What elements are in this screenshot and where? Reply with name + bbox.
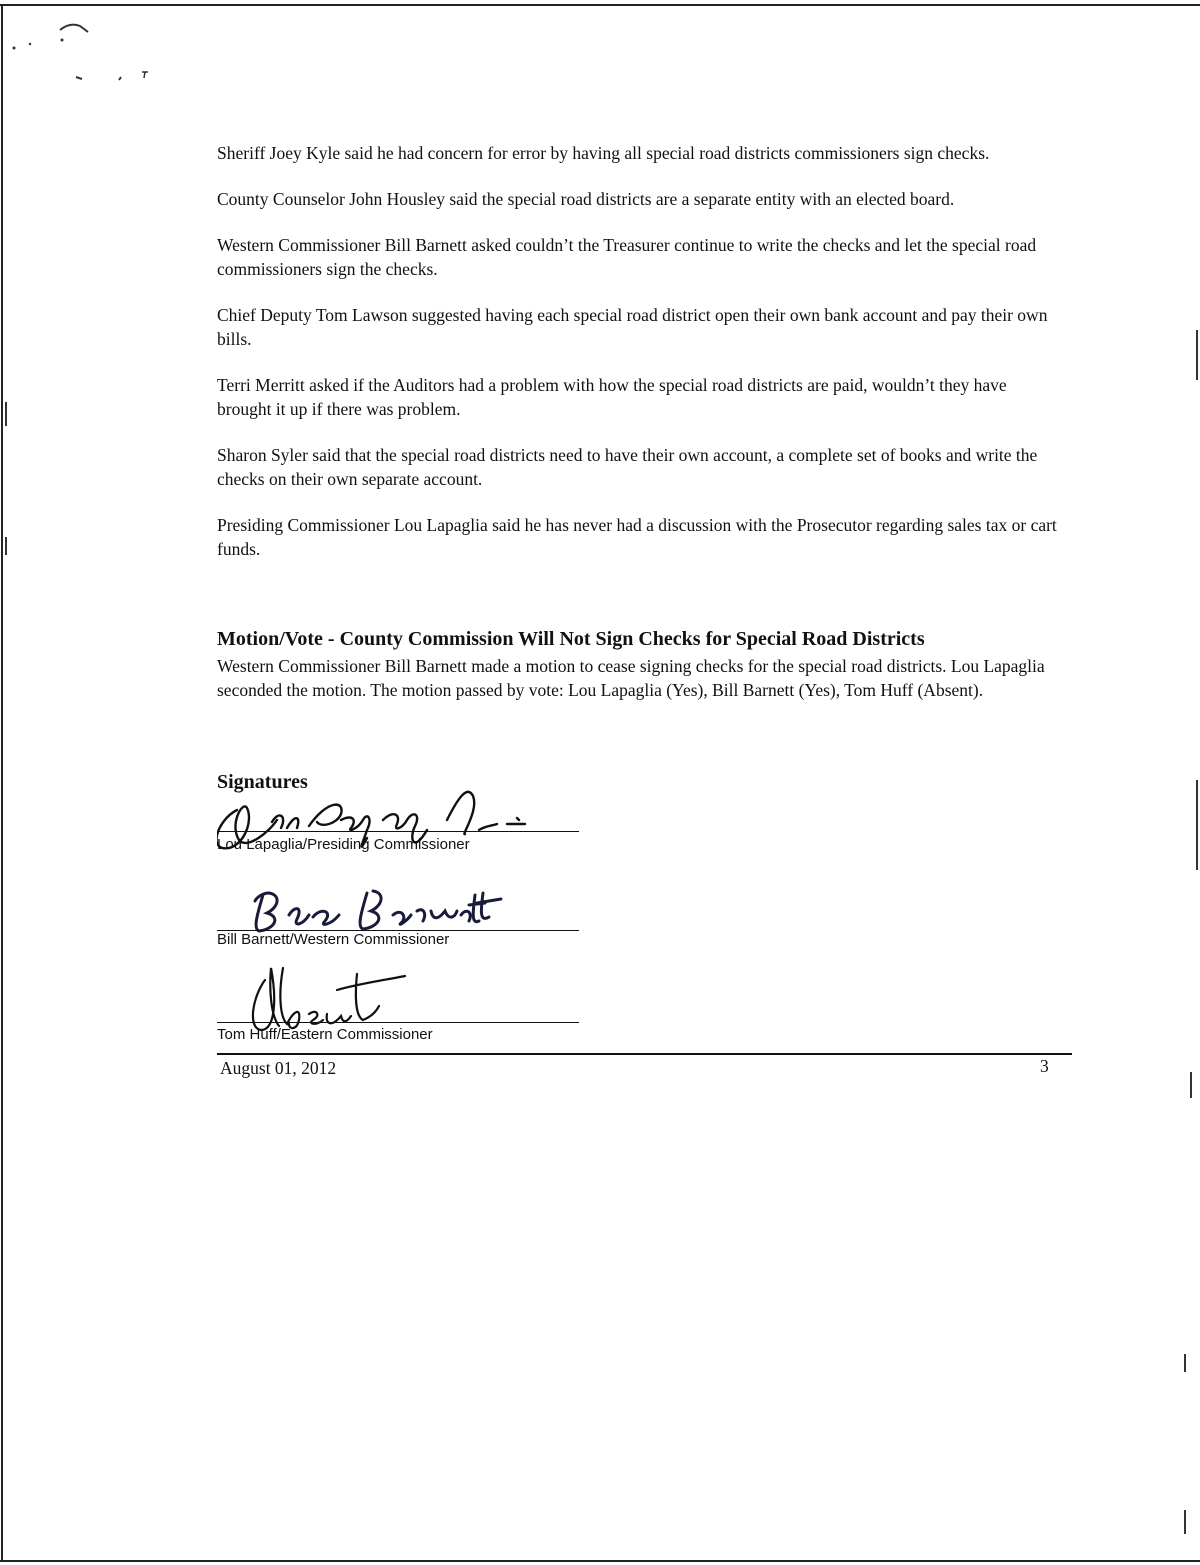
paragraph: Terri Merritt asked if the Auditors had a problem with how the special road districts are paid, wouldn’t they have brought it up if there was problem. (217, 375, 1007, 419)
scan-mark (1196, 330, 1198, 380)
signatures-heading: Signatures (217, 771, 308, 793)
motion-body: Western Commissioner Bill Barnett made a motion to cease signing checks for the special road districts. Lou Lapaglia seconded the motion. The motion passed by vote: Lou Lapaglia (Yes), Bill Barnett (Yes), Tom Huff (Absent). (217, 656, 1045, 700)
paragraph: Presiding Commissioner Lou Lapaglia said he has never had a discussion with the Prosecutor regarding sales tax or cart funds. (217, 515, 1057, 559)
paragraph: County Counselor John Housley said the special road districts are a separate entity with an elected board. (217, 189, 955, 209)
scan-mark (1196, 780, 1198, 870)
signature-block-western (217, 885, 579, 955)
footer-rule (217, 1053, 1072, 1055)
paragraph: Chief Deputy Tom Lawson suggested having each special road district open their own bank account and pay their own bills. (217, 305, 1048, 349)
paragraph: Sharon Syler said that the special road districts need to have their own account, a complete set of books and write the checks on their own separate account. (217, 445, 1038, 489)
page-border-left (1, 4, 3, 1562)
footer-date: August 01, 2012 (220, 1058, 337, 1078)
scan-mark (5, 402, 7, 426)
paragraph: Western Commissioner Bill Barnett asked couldn’t the Treasurer continue to write the checks and let the special road commissioners sign the checks. (217, 235, 1037, 279)
page-border-bottom (0, 1560, 1200, 1562)
page-border-top (0, 4, 1200, 6)
scan-mark (1184, 1510, 1186, 1534)
paragraph: Sheriff Joey Kyle said he had concern for error by having all special road districts commissioners sign checks. (217, 143, 990, 163)
signature-label: Bill Barnett/Western Commissioner (217, 931, 450, 948)
signature-label: Lou Lapaglia/Presiding Commissioner (217, 836, 470, 853)
scan-mark (5, 537, 7, 555)
page-number: 3 (1040, 1056, 1049, 1076)
signature-block-presiding (217, 780, 579, 860)
signature-drawing (217, 885, 517, 935)
scan-mark (1190, 1072, 1192, 1098)
scan-specks (0, 0, 170, 90)
signature-line (217, 831, 579, 832)
signature-drawing (217, 960, 437, 1036)
discussion-paragraphs (217, 141, 1057, 583)
signature-line (217, 1022, 579, 1023)
scan-mark (1184, 1354, 1186, 1372)
signature-label: Tom Huff/Eastern Commissioner (217, 1026, 433, 1043)
signature-block-eastern (217, 960, 579, 1050)
motion-heading: Motion/Vote - County Commission Will Not Sign Checks for Special Road Districts (217, 628, 925, 650)
